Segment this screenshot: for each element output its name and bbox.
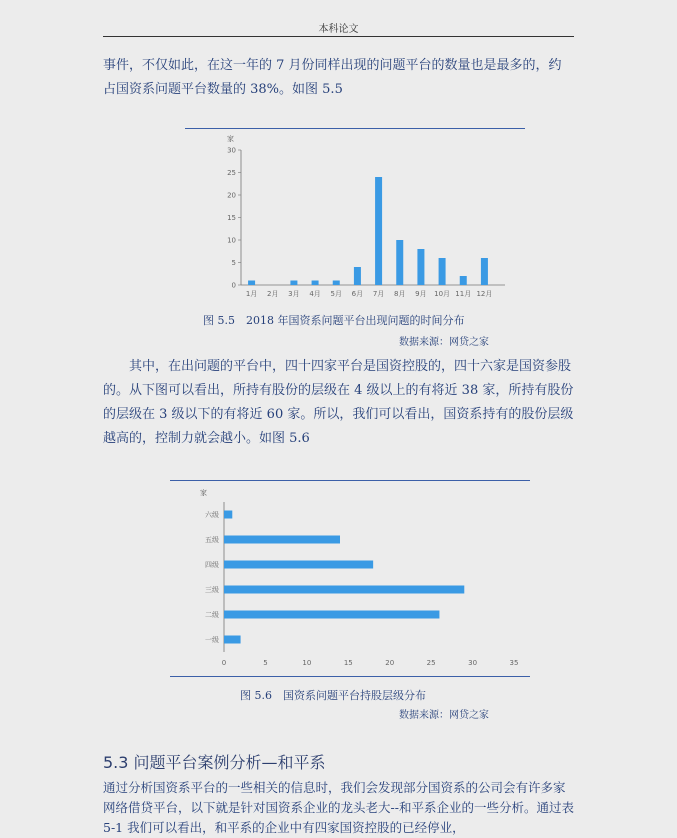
bar-11月: [460, 276, 467, 285]
y-tick-label: 五级: [205, 536, 219, 544]
x-tick-label: 1月: [245, 290, 258, 298]
x-tick-label: 30: [468, 659, 478, 667]
x-tick-label: 5月: [330, 290, 342, 298]
y-tick-label: 25: [227, 169, 236, 177]
x-tick-label: 25: [426, 659, 436, 667]
figure-5-5-caption: 图 5.5 2018 年国资系问题平台出现问题的时间分布: [203, 314, 465, 327]
figure-5-6-top-rule: [170, 480, 530, 481]
bar-5月: [333, 281, 340, 286]
bar-1月: [248, 281, 255, 286]
bar-六级: [224, 511, 232, 519]
bar-8月: [396, 240, 403, 285]
bar-4月: [312, 281, 319, 286]
bar-10月: [439, 258, 446, 285]
y-tick-label: 20: [227, 191, 236, 200]
x-tick-label: 10: [302, 659, 312, 667]
section-heading: 5.3 问题平台案例分析—和平系: [103, 753, 326, 772]
y-tick-label: 0: [231, 281, 236, 290]
x-tick-label: 2月: [267, 290, 279, 298]
figure-5-6-source: 数据来源：网贷之家: [399, 710, 489, 721]
figure-5-5-source: 数据来源：网贷之家: [399, 337, 489, 348]
paragraph-3: 通过分析国资系平台的一些相关的信息时，我们会发现部分国资系的公司会有许多家网络借贷平台，以下就是针对国资系企业的龙头老大--和平系企业的一些分析。通过表 5-1 我们可以看出，和平系的企业中有四家国资控股的已经停业，: [103, 780, 574, 835]
x-tick-label: 35: [509, 659, 519, 667]
x-tick-label: 5: [263, 659, 268, 667]
x-tick-label: 12月: [476, 290, 493, 298]
figure-5-6-caption: 图 5.6 国资系问题平台持股层级分布: [240, 689, 426, 702]
x-tick-label: 8月: [394, 290, 406, 298]
running-header: 本科论文: [318, 24, 359, 35]
x-tick-label: 9月: [415, 290, 427, 298]
paragraph-1: 事件，不仅如此，在这一年的 7 月份同样出现的问题平台的数量也是最多的，约占国资系问题平台数量的 38%。如图 5.5: [103, 58, 562, 97]
y-tick-label: 10: [227, 236, 236, 245]
figure-5-5-top-rule: [185, 128, 525, 129]
bar-四级: [224, 561, 373, 569]
figure-5-5-chart: [185, 130, 530, 305]
x-tick-label: 3月: [288, 290, 300, 298]
bar-12月: [481, 258, 488, 285]
y-tick-label: 15: [227, 214, 236, 222]
bar-五级: [224, 536, 340, 544]
bar-一级: [224, 636, 241, 644]
header-rule: [103, 36, 574, 37]
bar-6月: [354, 267, 361, 285]
y-tick-label: 六级: [205, 511, 219, 519]
x-tick-label: 11月: [455, 290, 472, 298]
bar-9月: [417, 249, 424, 285]
figure-5-6-bottom-rule: [170, 676, 530, 677]
y-tick-label: 二级: [205, 611, 219, 619]
bar-三级: [224, 586, 464, 594]
figure-5-6-chart: [170, 482, 530, 672]
paragraph-2: 其中，在出问题的平台中，四十四家平台是国资控股的，四十六家是国资参股的。从下图可以看出，所持有股份的层级在 4 级以上的有将近 38 家，所持有股份的层级在 3 级以下的有将近 60 家。所以，我们可以看出，国资系持有的股份层级越高的，控制力就会越小。如图 5.6: [103, 359, 574, 446]
y-axis-label: 家: [227, 135, 234, 143]
x-tick-label: 10月: [434, 290, 451, 298]
y-tick-label: 三级: [205, 586, 219, 594]
y-axis-label: 家: [200, 489, 207, 497]
bar-7月: [375, 177, 382, 285]
x-tick-label: 4月: [309, 290, 321, 298]
bar-二级: [224, 611, 439, 619]
x-tick-label: 0: [221, 659, 227, 667]
bar-3月: [290, 281, 297, 286]
y-tick-label: 一级: [205, 636, 219, 644]
y-tick-label: 5: [231, 259, 236, 267]
x-tick-label: 15: [343, 659, 353, 667]
y-tick-label: 30: [227, 146, 236, 155]
y-tick-label: 四级: [205, 561, 219, 569]
x-tick-label: 7月: [372, 290, 385, 298]
x-tick-label: 6月: [351, 290, 364, 298]
x-tick-label: 20: [385, 659, 395, 667]
